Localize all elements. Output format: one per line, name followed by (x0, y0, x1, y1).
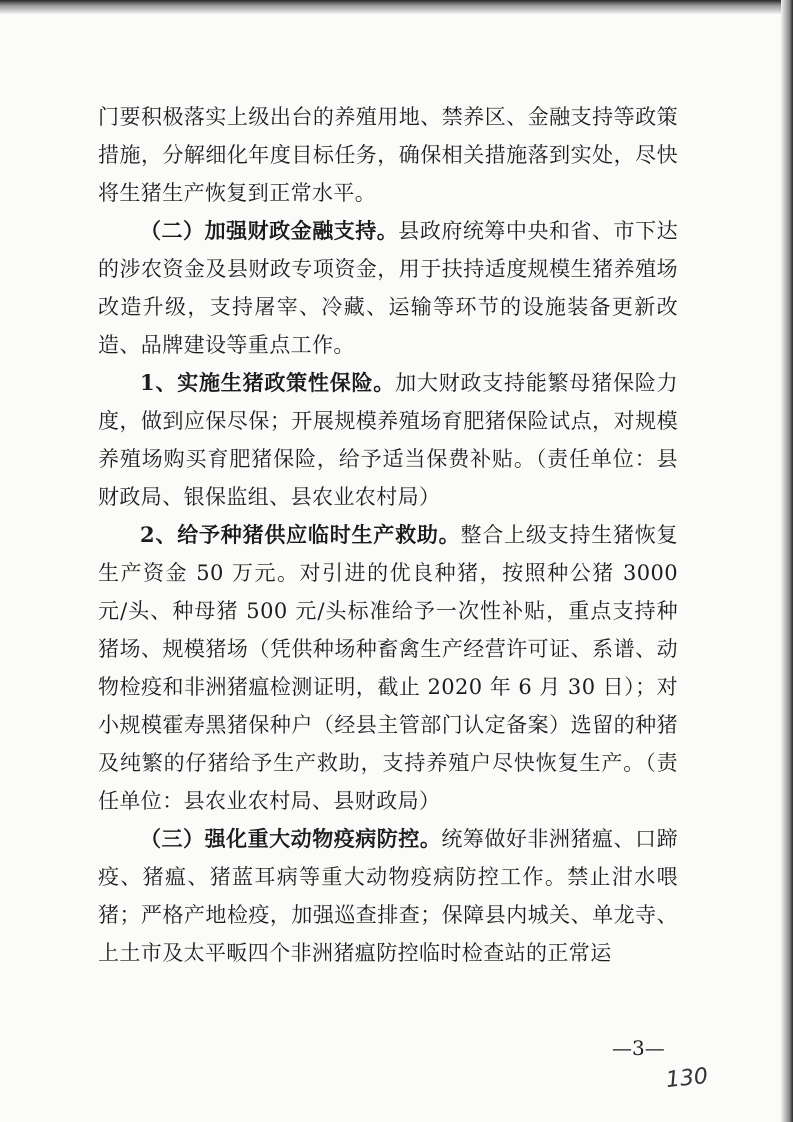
paragraph-2 (98, 212, 678, 364)
paragraph-1 (98, 98, 678, 212)
paragraph-4 (98, 516, 678, 820)
paragraph-text: 门要积极落实上级出台的养殖用地、禁养区、金融支持等政策措施，分解细化年度目标任务，确保相关措施落到实处，尽快将生猪生产恢复到正常水平。 (98, 105, 678, 205)
paragraph-heading: 2、给予种猪供应临时生产救助。 (140, 522, 461, 547)
paragraph-text: 统筹做好非洲猪瘟、口蹄疫、猪瘟、猪蓝耳病等重大动物疫病防控工作。禁止泔水喂猪；严格产地检疫，加强巡查排查；保障县内城关、单龙寺、上土市及太平畈四个非洲猪瘟防控临时检查站的正常运 (98, 827, 678, 965)
paragraph-text: 县政府统筹中央和省、市下达的涉农资金及县财政专项资金，用于扶持适度规模生猪养殖场改造升级，支持屠宰、冷藏、运输等环节的设施装备更新改造、品牌建设等重点工作。 (98, 219, 678, 357)
paragraph-5 (98, 820, 678, 972)
paragraph-heading: （二）加强财政金融支持。 (140, 218, 399, 243)
body-text (98, 98, 678, 972)
paragraph-3 (98, 364, 678, 516)
paragraph-text: 加大财政支持能繁母猪保险力度，做到应保尽保；开展规模养殖场育肥猪保险试点，对规模养殖场购买育肥猪保险，给予适当保费补贴。（责任单位：县财政局、银保监组、县农业农村局） (98, 371, 678, 509)
paragraph-heading: （三）强化重大动物疫病防控。 (140, 826, 442, 851)
scan-edge-top (0, 0, 793, 14)
handwritten-page-mark: 130 (664, 1063, 710, 1094)
paragraph-text: 整合上级支持生猪恢复生产资金 50 万元。对引进的优良种猪，按照种公猪 3000 元/头、种母猪 500 元/头标准给予一次性补贴，重点支持种猪场、规模猪场（凭供种场种畜禽生产经营许可证、系谱、动物检疫和非洲猪瘟检测证明，截止 2020 年 6 月 30 日）；对小规模霍寿黑猪保种户（经县主管部门认定备案）选留的种猪及纯繁的仔猪给予生产救助，支持养殖户尽快恢复生产。（责任单位：县农业农村局、县财政局） (98, 523, 678, 813)
page-number: —3— (612, 1036, 665, 1060)
paragraph-heading: 1、实施生猪政策性保险。 (140, 370, 396, 395)
scan-edge-right (781, 0, 793, 1122)
